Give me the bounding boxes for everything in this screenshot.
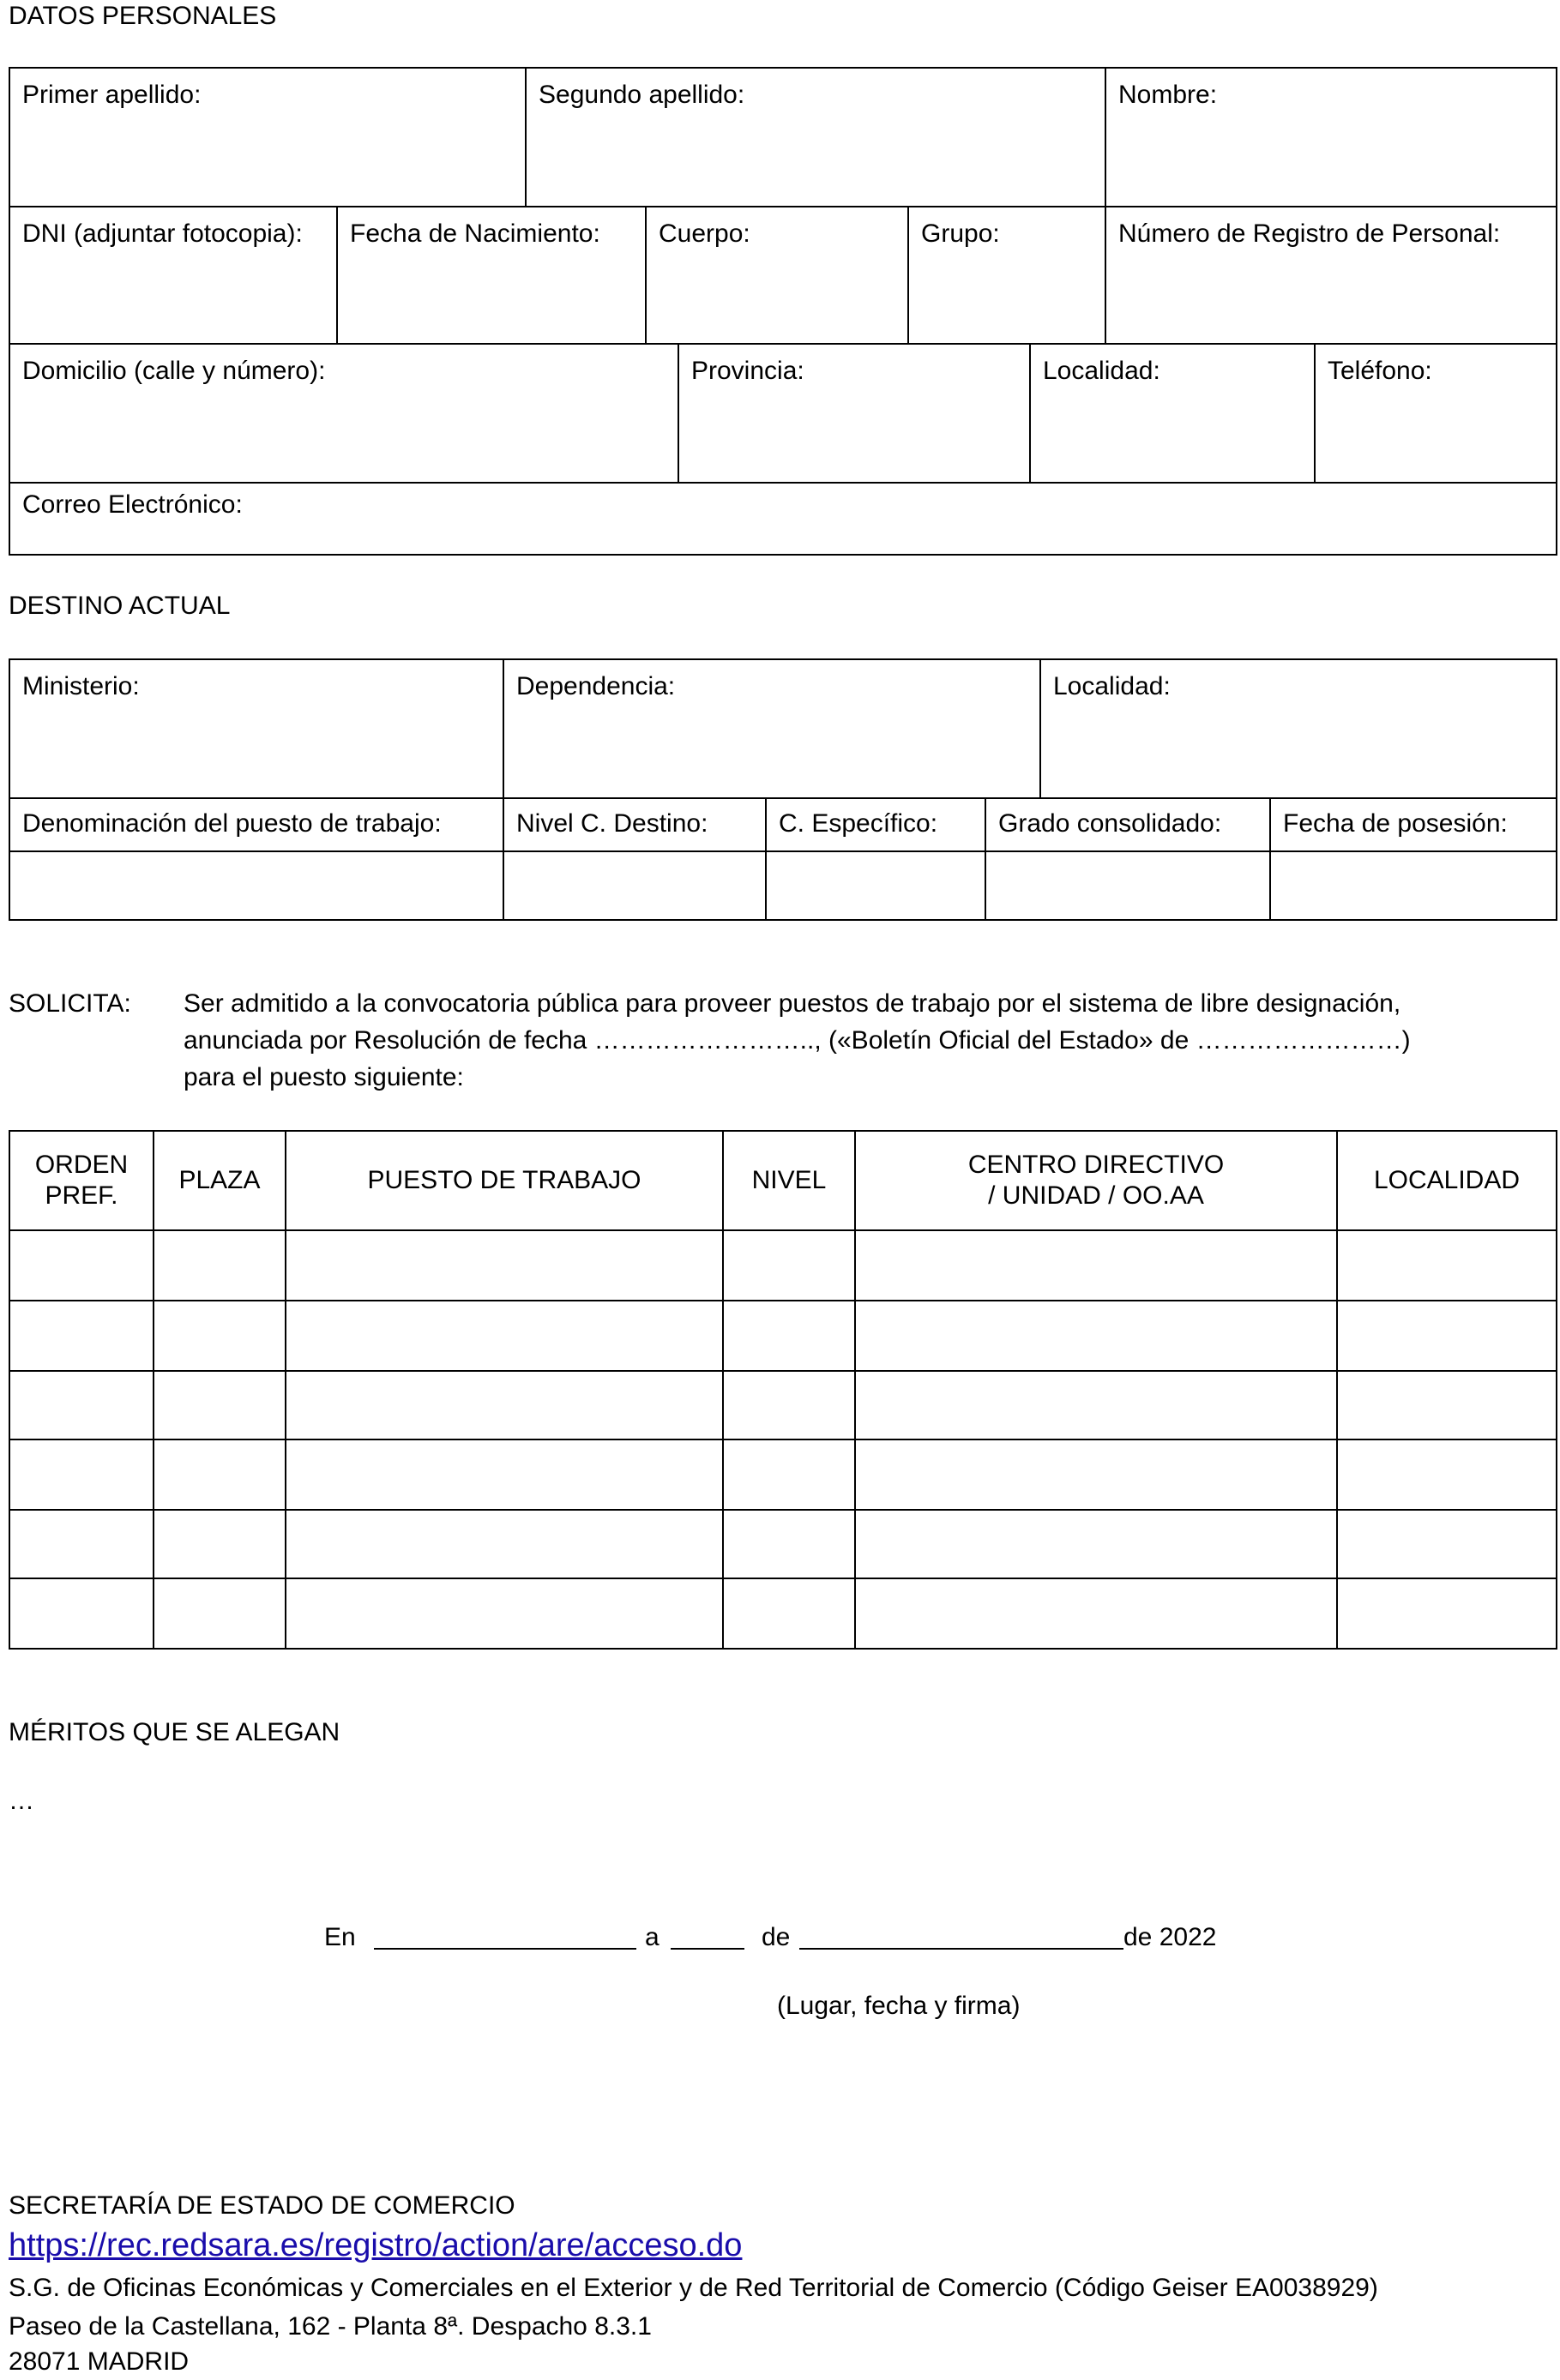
domicilio-field[interactable] <box>10 345 678 482</box>
ministerio-label: Ministerio: <box>22 672 140 700</box>
firma-year-label: de 2022 <box>1123 1923 1217 1951</box>
col-header-nivel: NIVEL <box>751 1166 827 1194</box>
col-header-puesto: PUESTO DE TRABAJO <box>367 1166 641 1194</box>
mes-blank-line[interactable] <box>799 1948 1123 1950</box>
fecha-posesion-input[interactable] <box>1271 852 1556 919</box>
cuerpo-label: Cuerpo: <box>659 219 750 248</box>
destino-localidad-field[interactable] <box>1041 660 1556 797</box>
grado-input[interactable] <box>986 852 1269 919</box>
registro-link[interactable]: https://rec.redsara.es/registro/action/are/acceso.do <box>9 2227 743 2263</box>
footer-org: SECRETARÍA DE ESTADO DE COMERCIO <box>9 2191 515 2220</box>
footer-line-2: Paseo de la Castellana, 162 - Planta 8ª. Despacho 8.3.1 <box>9 2312 652 2341</box>
c-especifico-header <box>767 799 985 850</box>
dni-label: DNI (adjuntar fotocopia): <box>22 219 303 248</box>
nivel-destino-label: Nivel C. Destino: <box>516 809 708 838</box>
localidad-field[interactable] <box>1031 345 1314 482</box>
denominacion-header <box>10 799 503 850</box>
col-header-plaza: PLAZA <box>178 1166 261 1194</box>
col-header-centro-line1: CENTRO DIRECTIVO <box>967 1151 1225 1179</box>
meritos-text[interactable]: … <box>9 1787 34 1815</box>
lugar-blank-line[interactable] <box>374 1948 636 1950</box>
localidad-label: Localidad: <box>1043 357 1160 385</box>
fecha-posesion-label: Fecha de posesión: <box>1283 809 1508 838</box>
destino-localidad-label: Localidad: <box>1053 672 1171 700</box>
ministerio-field[interactable] <box>10 660 503 797</box>
firma-de-label: de <box>762 1923 791 1951</box>
telefono-label: Teléfono: <box>1328 357 1432 385</box>
fecha-nacimiento-label: Fecha de Nacimiento: <box>350 219 600 248</box>
destino-grid <box>9 658 1557 921</box>
table-row[interactable] <box>10 1440 1556 1509</box>
col-header-orden-line1: ORDEN <box>34 1151 129 1179</box>
correo-field[interactable] <box>10 484 1556 554</box>
section-title-destino-actual: DESTINO ACTUAL <box>9 592 231 620</box>
nrp-field[interactable] <box>1106 207 1556 343</box>
segundo-apellido-label: Segundo apellido: <box>539 81 745 109</box>
cuerpo-field[interactable] <box>647 207 907 343</box>
puestos-table <box>9 1130 1557 1650</box>
table-row[interactable] <box>10 1579 1556 1648</box>
nivel-destino-header <box>504 799 765 850</box>
provincia-field[interactable] <box>679 345 1029 482</box>
dni-field[interactable] <box>10 207 336 343</box>
nombre-field[interactable] <box>1106 69 1556 206</box>
primer-apellido-label: Primer apellido: <box>22 81 202 109</box>
personal-data-grid <box>9 67 1557 556</box>
fecha-posesion-header <box>1271 799 1556 850</box>
col-header-localidad: LOCALIDAD <box>1373 1166 1521 1194</box>
footer-line-1: S.G. de Oficinas Económicas y Comerciales en el Exterior y de Red Territorial de Comercio (Código Geiser EA0038929) <box>9 2274 1378 2302</box>
telefono-field[interactable] <box>1316 345 1556 482</box>
grado-label: Grado consolidado: <box>998 809 1222 838</box>
solicita-line-3: para el puesto siguiente: <box>184 1063 464 1091</box>
correo-label: Correo Electrónico: <box>22 490 243 519</box>
dia-blank-line[interactable] <box>671 1948 744 1950</box>
fecha-nacimiento-field[interactable] <box>338 207 645 343</box>
table-row[interactable] <box>10 1511 1556 1578</box>
solicita-line-1: Ser admitido a la convocatoria pública para proveer puestos de trabajo por el sistema de libre designación, <box>184 989 1401 1018</box>
col-header-centro <box>856 1132 1336 1229</box>
c-especifico-label: C. Específico: <box>779 809 938 838</box>
nivel-destino-input[interactable] <box>504 852 765 919</box>
denominacion-input[interactable] <box>10 852 503 919</box>
dependencia-label: Dependencia: <box>516 672 676 700</box>
footer-line-3: 28071 MADRID <box>9 2347 190 2376</box>
domicilio-label: Domicilio (calle y número): <box>22 357 326 385</box>
table-row[interactable] <box>10 1372 1556 1439</box>
col-header-centro-line2: / UNIDAD / OO.AA <box>988 1181 1204 1210</box>
grado-header <box>986 799 1269 850</box>
segundo-apellido-field[interactable] <box>527 69 1105 206</box>
dependencia-field[interactable] <box>504 660 1039 797</box>
col-header-orden <box>10 1132 153 1229</box>
firma-a-label: a <box>645 1923 660 1951</box>
c-especifico-input[interactable] <box>767 852 985 919</box>
primer-apellido-field[interactable] <box>10 69 525 206</box>
firma-en-label: En <box>324 1923 356 1951</box>
table-row[interactable] <box>10 1301 1556 1370</box>
denominacion-label: Denominación del puesto de trabajo: <box>22 809 442 838</box>
provincia-label: Provincia: <box>691 357 804 385</box>
nombre-label: Nombre: <box>1118 81 1218 109</box>
grupo-field[interactable] <box>909 207 1105 343</box>
grupo-label: Grupo: <box>921 219 1000 248</box>
meritos-title: MÉRITOS QUE SE ALEGAN <box>9 1718 340 1746</box>
firma-caption: (Lugar, fecha y firma) <box>777 1992 1021 2020</box>
col-header-orden-line2: PREF. <box>45 1181 118 1210</box>
table-row[interactable] <box>10 1231 1556 1300</box>
solicita-line-2: anunciada por Resolución de fecha …………………….., («Boletín Oficial del Estado» de ……………………) <box>184 1026 1411 1055</box>
solicita-label: SOLICITA: <box>9 989 131 1018</box>
nrp-label: Número de Registro de Personal: <box>1118 219 1501 248</box>
section-title-datos-personales: DATOS PERSONALES <box>9 2 277 30</box>
